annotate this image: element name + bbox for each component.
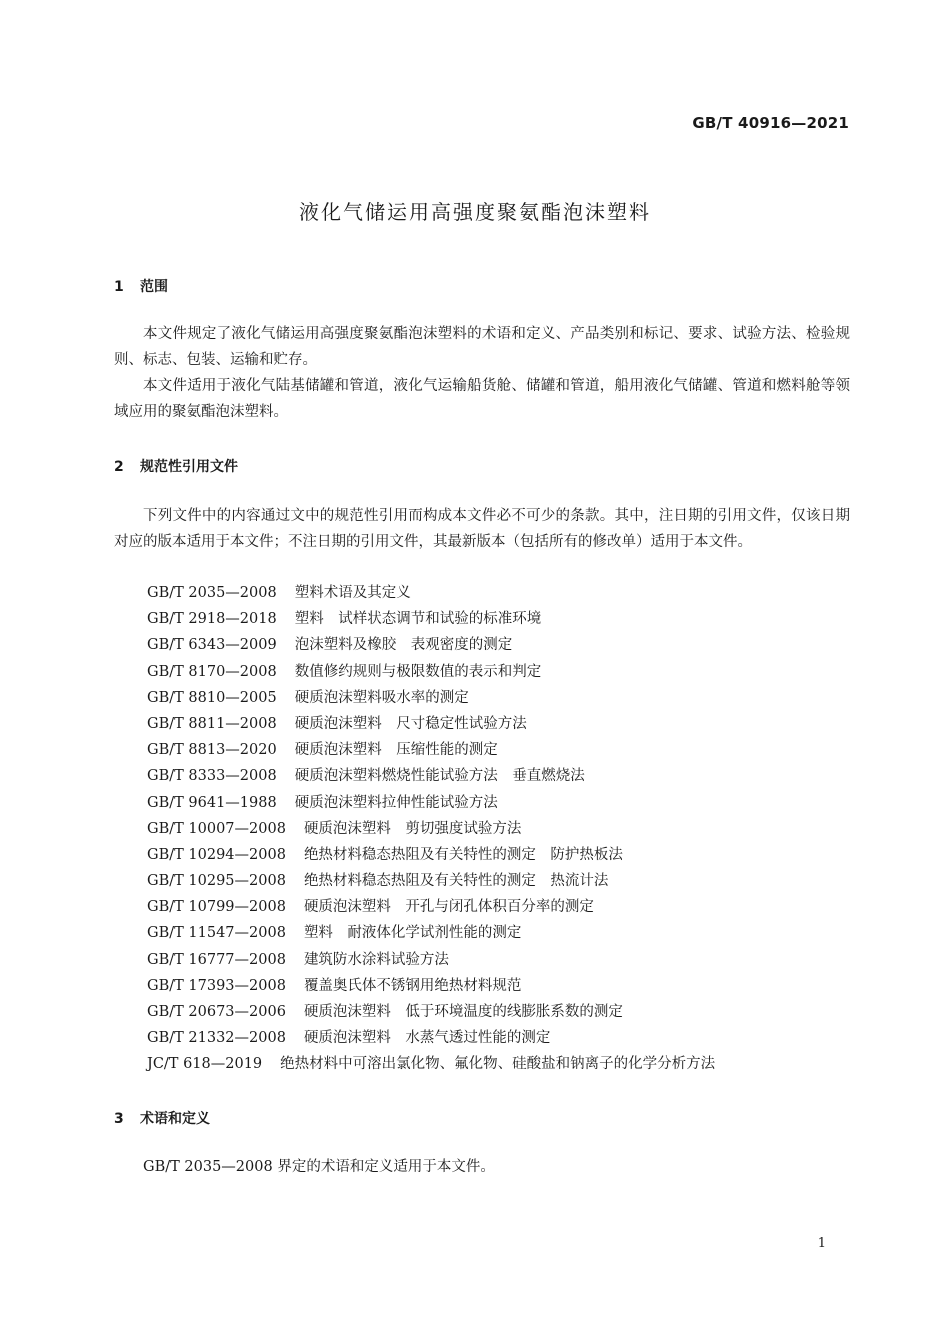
reference-title: 硬质泡沫塑料吸水率的测定 xyxy=(294,689,469,706)
section-1-title: 范围 xyxy=(140,279,168,295)
reference-item xyxy=(147,920,715,946)
section-3-number: 3 xyxy=(114,1111,124,1127)
reference-item xyxy=(147,685,715,711)
reference-title: 硬质泡沫塑料拉伸性能试验方法 xyxy=(294,794,498,811)
section-3-body xyxy=(114,1154,850,1180)
reference-code: GB/T 2035—2008 xyxy=(147,585,277,601)
section-1-number: 1 xyxy=(114,279,124,295)
reference-title: 绝热材料稳态热阻及有关特性的测定 热流计法 xyxy=(303,873,609,890)
reference-code: GB/T 10295—2008 xyxy=(147,873,286,890)
reference-item xyxy=(147,580,715,606)
section-2-title: 规范性引用文件 xyxy=(140,459,238,475)
paragraph: 本文件规定了液化气储运用高强度聚氨酯泡沫塑料的术语和定义、产品类别和标记、要求、试验方法、检验规则、标志、包装、运输和贮存。 xyxy=(114,326,850,368)
document-title: 液化气储运用高强度聚氨酯泡沫塑料 xyxy=(299,200,651,224)
section-2-body xyxy=(114,503,850,555)
reference-code: GB/T 2918—2018 xyxy=(147,611,277,628)
reference-title: 数值修约规则与极限数值的表示和判定 xyxy=(294,663,542,680)
reference-title: 硬质泡沫塑料燃烧性能试验方法 垂直燃烧法 xyxy=(294,768,585,785)
reference-code: GB/T 8810—2005 xyxy=(147,689,277,706)
section-2-heading xyxy=(114,456,238,476)
reference-code: GB/T 6343—2009 xyxy=(147,637,277,654)
paragraph: 本文件适用于液化气陆基储罐和管道，液化气运输船货舱、储罐和管道，船用液化气储罐、管道和燃料舱等领域应用的聚氨酯泡沫塑料。 xyxy=(114,378,850,420)
reference-code: GB/T 16777—2008 xyxy=(147,951,286,968)
reference-title: 塑料 耐液体化学试剂性能的测定 xyxy=(303,925,522,942)
reference-title: 硬质泡沫塑料 压缩性能的测定 xyxy=(294,742,498,759)
reference-title: 绝热材料稳态热阻及有关特性的测定 防护热板法 xyxy=(303,846,623,863)
reference-code: GB/T 8813—2020 xyxy=(147,742,277,759)
reference-title: 硬质泡沫塑料 水蒸气透过性能的测定 xyxy=(303,1030,551,1047)
reference-item xyxy=(147,632,715,658)
reference-item xyxy=(147,659,715,685)
reference-item xyxy=(147,711,715,737)
reference-code: GB/T 20673—2006 xyxy=(147,1004,286,1020)
reference-title: 硬质泡沫塑料 尺寸稳定性试验方法 xyxy=(294,715,527,732)
reference-code: GB/T 10294—2008 xyxy=(147,846,286,863)
reference-title: 建筑防水涂料试验方法 xyxy=(303,951,449,968)
reference-item xyxy=(147,1051,715,1077)
section-2-number: 2 xyxy=(114,459,124,475)
reference-item xyxy=(147,947,715,973)
reference-code: GB/T 10799—2008 xyxy=(147,899,286,916)
paragraph: GB/T 2035—2008 界定的术语和定义适用于本文件。 xyxy=(143,1159,495,1175)
reference-title: 泡沫塑料及橡胶 表观密度的测定 xyxy=(294,637,513,654)
page-number: 1 xyxy=(817,1236,826,1251)
reference-code: GB/T 8811—2008 xyxy=(147,715,277,732)
reference-item xyxy=(147,868,715,894)
reference-title: 硬质泡沫塑料 开孔与闭孔体积百分率的测定 xyxy=(303,899,594,916)
reference-item xyxy=(147,894,715,920)
reference-title: 绝热材料中可溶出氯化物、氟化物、硅酸盐和钠离子的化学分析方法 xyxy=(280,1056,716,1073)
section-3-title: 术语和定义 xyxy=(140,1111,210,1127)
reference-title: 塑料 试样状态调节和试验的标准环境 xyxy=(294,611,542,628)
reference-list xyxy=(147,580,715,1078)
paragraph: 下列文件中的内容通过文中的规范性引用而构成本文件必不可少的条款。其中，注日期的引用文件，仅该日期对应的版本适用于本文件；不注日期的引用文件，其最新版本（包括所有的修改单）适用于本文件。 xyxy=(114,508,850,550)
reference-code: GB/T 9641—1988 xyxy=(147,794,277,811)
reference-code: GB/T 10007—2008 xyxy=(147,820,286,837)
reference-code: GB/T 8333—2008 xyxy=(147,768,277,785)
reference-title: 塑料术语及其定义 xyxy=(294,585,411,601)
reference-item xyxy=(147,1025,715,1051)
reference-item xyxy=(147,816,715,842)
reference-item xyxy=(147,999,715,1025)
reference-item xyxy=(147,790,715,816)
reference-item xyxy=(147,737,715,763)
reference-item xyxy=(147,763,715,789)
reference-code: GB/T 17393—2008 xyxy=(147,977,286,994)
section-1-heading xyxy=(114,276,168,296)
reference-title: 硬质泡沫塑料 低于环境温度的线膨胀系数的测定 xyxy=(303,1004,623,1020)
reference-title: 覆盖奥氏体不锈钢用绝热材料规范 xyxy=(303,977,522,994)
reference-code: GB/T 8170—2008 xyxy=(147,663,277,680)
section-3-heading xyxy=(114,1108,210,1128)
standard-code: GB/T 40916—2021 xyxy=(692,114,849,132)
reference-code: JC/T 618—2019 xyxy=(147,1056,263,1073)
reference-code: GB/T 11547—2008 xyxy=(147,925,286,942)
section-1-body xyxy=(114,321,850,425)
reference-item xyxy=(147,973,715,999)
reference-title: 硬质泡沫塑料 剪切强度试验方法 xyxy=(303,820,522,837)
reference-item xyxy=(147,606,715,632)
reference-code: GB/T 21332—2008 xyxy=(147,1030,286,1047)
reference-item xyxy=(147,842,715,868)
